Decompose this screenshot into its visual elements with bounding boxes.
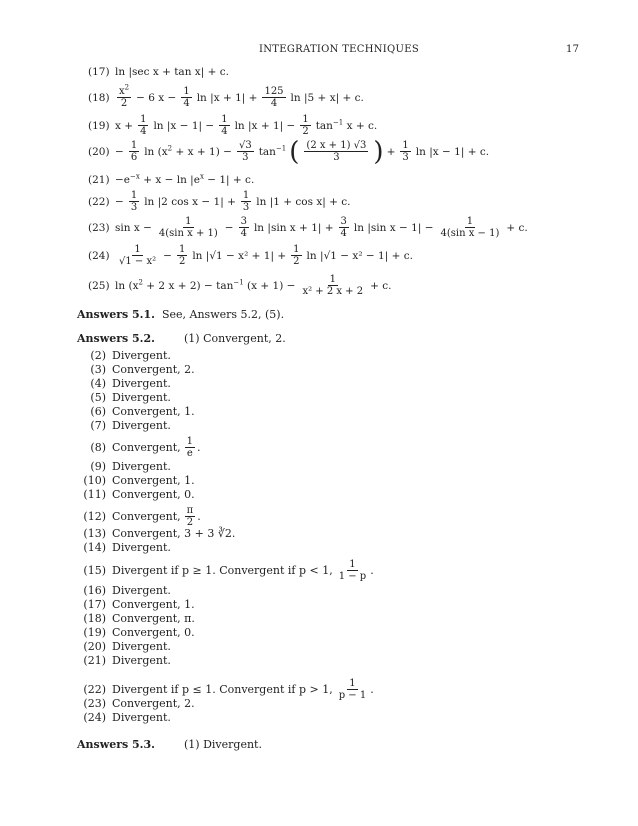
section-heading: Answers 5.1. xyxy=(77,308,155,321)
right-paren: ) xyxy=(373,136,384,167)
answer-text: Divergent. xyxy=(112,377,171,390)
answer-item xyxy=(80,377,171,390)
fraction xyxy=(185,436,195,459)
answer-number: (5) xyxy=(90,391,106,404)
answer-text: Divergent. xyxy=(112,391,171,404)
fraction xyxy=(300,274,365,297)
denominator: 2 xyxy=(186,517,194,528)
answer-text: Convergent, 1. xyxy=(112,405,195,418)
equation-17 xyxy=(88,66,229,78)
numerator: 1 xyxy=(221,114,228,125)
answer-number: (20) xyxy=(83,640,106,653)
numerator: √3 xyxy=(238,140,252,151)
equation-23 xyxy=(88,216,528,239)
fraction xyxy=(439,216,502,239)
denominator: √1 − x² xyxy=(119,256,157,267)
denominator: 3 xyxy=(130,202,138,213)
answer-number: (24) xyxy=(83,711,106,724)
answer-item xyxy=(80,612,195,625)
left-paren: ( xyxy=(289,136,300,167)
numerator: 1 xyxy=(140,114,147,125)
answer-tail: . xyxy=(197,510,201,523)
numerator: (2 x + 1) √3 xyxy=(306,140,367,151)
answer-number: (12) xyxy=(83,510,106,523)
answer-item xyxy=(80,488,195,501)
section-heading: Answers 5.2. xyxy=(77,332,155,345)
fraction xyxy=(117,83,131,109)
denominator: 4(sin x + 1) xyxy=(158,228,218,239)
exponent: 2 xyxy=(124,83,130,92)
fraction xyxy=(157,216,220,239)
answer-text: Convergent, 2. xyxy=(112,697,195,710)
numerator: 3 xyxy=(340,216,347,227)
equation-25 xyxy=(88,274,391,297)
math-term: $-e^{-x} + x - \ln |e^x - 1| + c$. xyxy=(115,172,255,186)
answer-text: Convergent, 1. xyxy=(112,598,195,611)
fraction xyxy=(304,140,368,163)
answer-number: (17) xyxy=(83,598,106,611)
answer-text: Divergent. xyxy=(112,349,171,362)
denominator: e xyxy=(186,448,193,459)
fraction xyxy=(241,190,251,213)
eq-number: (25) xyxy=(88,279,110,292)
math-term: + c. xyxy=(506,221,528,234)
answer-item xyxy=(80,527,235,540)
answer-number: (15) xyxy=(83,564,106,577)
answer-text: Convergent, 0. xyxy=(112,488,195,501)
numerator: 1 xyxy=(130,140,138,151)
answer-text: Divergent if p ≥ 1. Convergent if p < 1, xyxy=(112,564,333,577)
numerator: 1 xyxy=(242,190,250,201)
page-number: 17 xyxy=(566,44,580,55)
math-term: ln |x + 1| − xyxy=(234,119,296,132)
denominator: x² + 2 x + 2 xyxy=(302,286,364,297)
fraction xyxy=(177,244,187,267)
denominator: 3 xyxy=(333,152,340,163)
fraction xyxy=(262,86,285,109)
answer-text: Divergent. xyxy=(112,419,171,432)
answer-number: (19) xyxy=(83,626,106,639)
answer-text: Convergent, 1. xyxy=(112,474,195,487)
equation-18 xyxy=(88,83,364,109)
math-term: x + xyxy=(115,119,134,132)
numerator: 1 xyxy=(186,436,194,447)
eq-number: (20) xyxy=(88,145,110,158)
numerator: x xyxy=(119,86,125,97)
numerator: 1 xyxy=(349,559,356,570)
answers-5-3 xyxy=(77,738,262,751)
numerator: 1 xyxy=(178,244,186,255)
answer-number: (9) xyxy=(90,460,106,473)
answer-item xyxy=(80,541,171,554)
denominator: 4 xyxy=(183,98,190,109)
eq-number: (18) xyxy=(88,91,110,104)
answer-tail: . xyxy=(370,683,374,696)
numerator: 1 xyxy=(466,216,474,227)
numerator: 1 xyxy=(185,216,192,227)
answer-item xyxy=(80,626,195,639)
answer-item xyxy=(80,505,201,528)
answer-number: (2) xyxy=(90,349,106,362)
answer-text: Divergent. xyxy=(203,738,262,751)
answer-number: (23) xyxy=(83,697,106,710)
math-term: + c. xyxy=(370,279,392,292)
answer-text: Convergent, 2. xyxy=(112,363,195,376)
answer-text: Divergent. xyxy=(112,654,171,667)
fraction xyxy=(117,244,158,267)
math-term: ln |sin x − 1| − xyxy=(353,221,434,234)
answer-item xyxy=(80,405,195,418)
answer-item xyxy=(80,436,201,459)
denominator: 6 xyxy=(130,152,138,163)
answer-item xyxy=(80,711,171,724)
equation-21 xyxy=(88,174,254,186)
math-term: ln |√1 − x² − 1| + c. xyxy=(306,249,413,262)
fraction xyxy=(129,140,139,163)
answer-number: (8) xyxy=(90,441,106,454)
fraction xyxy=(339,216,349,239)
fraction xyxy=(337,559,369,582)
denominator: 3 xyxy=(402,152,409,163)
answer-number: (7) xyxy=(90,419,106,432)
answer-number: (1) xyxy=(183,332,200,345)
answer-text: Convergent, xyxy=(112,510,181,523)
answer-number: (3) xyxy=(90,363,106,376)
math-term: ln |x + 1| + xyxy=(196,91,258,104)
answer-item xyxy=(80,460,171,473)
math-term: ln |√1 − x² + 1| + xyxy=(192,249,287,262)
answer-item xyxy=(80,419,171,432)
answer-item xyxy=(80,640,171,653)
fraction xyxy=(185,505,196,528)
answer-number: (16) xyxy=(83,584,106,597)
answer-tail: . xyxy=(370,564,374,577)
numerator: 1 xyxy=(349,678,356,689)
answer-number: (18) xyxy=(83,612,106,625)
answer-item xyxy=(80,654,171,667)
equation-20 xyxy=(88,136,490,167)
equation-22 xyxy=(88,190,351,213)
denominator: 3 xyxy=(242,152,249,163)
eq-number: (23) xyxy=(88,221,110,234)
fraction xyxy=(219,114,229,137)
math-term: ln |2 cos x − 1| + xyxy=(144,195,236,208)
answer-item xyxy=(80,584,171,597)
fraction xyxy=(181,86,191,109)
answer-item xyxy=(80,598,195,611)
eq-number: (22) xyxy=(88,195,110,208)
math-term: $\tan^{-1} x + c$. xyxy=(315,118,378,132)
math-term: − xyxy=(224,221,234,234)
answer-item xyxy=(80,363,195,376)
math-term: $\ln (x^2 + x + 1)$ − xyxy=(144,144,232,158)
running-header: INTEGRATION TECHNIQUES xyxy=(259,44,420,55)
answer-number: (1) xyxy=(183,738,200,751)
numerator: 3 xyxy=(240,216,247,227)
math-term: ln |5 + x| + c. xyxy=(290,91,364,104)
equation-24 xyxy=(88,244,413,267)
equation-19 xyxy=(88,114,377,137)
answer-text: See, Answers 5.2, (5). xyxy=(161,308,285,321)
denominator: 4(sin x − 1) xyxy=(440,228,500,239)
answer-text: Convergent, 0. xyxy=(112,626,195,639)
math-term: ln |x − 1| + c. xyxy=(415,145,490,158)
eq-number: (17) xyxy=(88,66,110,78)
eq-number: (24) xyxy=(88,249,110,262)
math-term: ln |x − 1| − xyxy=(153,119,215,132)
fraction xyxy=(291,244,301,267)
answer-number: (14) xyxy=(83,541,106,554)
math-term: ln |1 + cos x| + c. xyxy=(256,195,351,208)
answers-5-2 xyxy=(77,332,286,345)
numerator: 1 xyxy=(134,244,141,255)
fraction xyxy=(129,190,139,213)
denominator: 2 xyxy=(302,126,309,137)
answer-text: Divergent if p ≤ 1. Convergent if p > 1, xyxy=(112,683,333,696)
denominator: p − 1 xyxy=(338,690,367,701)
answer-item xyxy=(80,697,195,710)
denominator: 1 − p xyxy=(338,571,367,582)
numerator: 1 xyxy=(402,140,409,151)
answer-text: Divergent. xyxy=(112,640,171,653)
denominator: 4 xyxy=(240,228,247,239)
math-term: $\ln (x^2 + 2$ $x + 2) - \tan^{-1} (x + 1)$ − xyxy=(115,278,296,292)
fraction xyxy=(300,114,310,137)
numerator: 1 xyxy=(302,114,309,125)
math-term: $\tan^{-1}$ xyxy=(258,144,287,158)
answer-text: Convergent, 2. xyxy=(203,332,286,345)
answer-text: Divergent. xyxy=(112,460,171,473)
numerator: 125 xyxy=(264,86,284,97)
math-term: − xyxy=(163,249,172,262)
denominator: 2 xyxy=(178,256,186,267)
denominator: 2 xyxy=(120,98,128,109)
math-term: sin x − xyxy=(115,221,152,234)
numerator: 1 xyxy=(293,244,300,255)
answer-text: Divergent. xyxy=(112,711,171,724)
math-term: − xyxy=(115,195,124,208)
answer-number: (21) xyxy=(83,654,106,667)
answer-number: (10) xyxy=(83,474,106,487)
numerator: 1 xyxy=(130,190,138,201)
answer-text: Divergent. xyxy=(112,541,171,554)
numerator: 1 xyxy=(329,274,336,285)
eq-number: (21) xyxy=(88,174,110,186)
fraction xyxy=(239,216,249,239)
answer-item xyxy=(80,349,171,362)
answer-text: Convergent, π. xyxy=(112,612,195,625)
answer-text: Convergent, 3 + 3 ∛2. xyxy=(112,527,236,540)
math-term: − xyxy=(115,145,124,158)
denominator: 3 xyxy=(242,202,250,213)
denominator: 4 xyxy=(221,126,228,137)
fraction xyxy=(400,140,410,163)
answer-number: (4) xyxy=(90,377,106,390)
answer-number: (11) xyxy=(83,488,106,501)
answer-number: (22) xyxy=(83,683,106,696)
answer-text: Divergent. xyxy=(112,584,171,597)
answer-item xyxy=(80,474,195,487)
fraction xyxy=(337,678,369,701)
denominator: 4 xyxy=(340,228,347,239)
fraction xyxy=(237,140,254,163)
fraction xyxy=(138,114,148,137)
numerator: 1 xyxy=(183,86,190,97)
answer-number: (13) xyxy=(83,527,106,540)
math-term: ln |sec x + tan x| + c. xyxy=(115,66,229,78)
answers-5-1 xyxy=(77,308,284,321)
eq-number: (19) xyxy=(88,119,110,132)
section-heading: Answers 5.3. xyxy=(77,738,155,751)
denominator: 2 xyxy=(293,256,300,267)
numerator: π xyxy=(186,505,194,516)
denominator: 4 xyxy=(270,98,278,109)
answer-text: Convergent, xyxy=(112,441,181,454)
answer-tail: . xyxy=(197,441,201,454)
answer-item xyxy=(80,559,374,582)
math-term: − 6 x − xyxy=(136,91,177,104)
math-term: ln |sin x + 1| + xyxy=(253,221,334,234)
answer-number: (6) xyxy=(90,405,106,418)
answer-item xyxy=(80,391,171,404)
denominator: 4 xyxy=(140,126,147,137)
math-term: + xyxy=(386,145,396,158)
